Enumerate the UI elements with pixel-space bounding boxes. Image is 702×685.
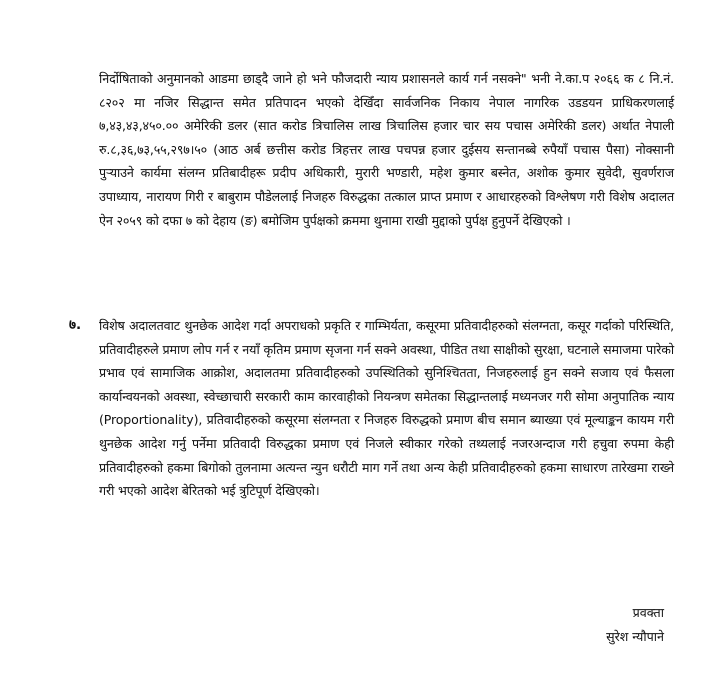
item-number: ७. <box>69 317 82 333</box>
paragraph-continuation: निर्दोषिताको अनुमानको आडमा छाड्दै जाने हो भने फौजदारी न्याय प्रशासनले कार्य गर्न नसक्ने" भनी ने.का.प २०६६ क ८ नि.नं. ८२०२ मा नजिर सिद्धान्त समेत प्रतिपादन भएको देखिँदा सार्वजनिक निकाय नेपाल नागरिक उडडयन प्राधिकरणलाई ७,४३,४३,४५०.०० अमेरिकी डलर (सात करोड त्रिचालिस लाख त्रिचालिस हजार चार सय पचास अमेरिकी डलर) अर्थात नेपाली रु.८,३६,७३,५५,२९७।५० (आठ अर्ब छत्तीस करोड त्रिहत्तर लाख पचपन्न हजार दुईसय सन्तानब्बे रुपैयाँ पचास पैसा) नोक्सानी पुऱ्याउने कार्यमा संलग्न प्रतिबादीहरू प्रदीप अधिकारी, मुरारी भण्डारी, महेश कुमार बस्नेत, अशोक कुमार सुवेदी, सुवर्णराज उपाध्याय, नारायण गिरी र बाबुराम पौडेललाई निजहरु विरुद्धका तत्काल प्राप्त प्रमाण र आधारहरुको विश्लेषण गरी विशेष अदालत ऐन २०५९ को दफा ७ को देहाय (ङ) बमोजिम पुर्पक्षको क्रममा थुनामा राखी मुद्दाको पुर्पक्ष हुनुपर्ने देखिएको । <box>99 71 674 228</box>
signature-name: सुरेश न्यौपाने <box>606 628 664 644</box>
signature-title: प्रवक्ता <box>632 605 664 620</box>
signature-block <box>606 601 664 648</box>
paragraph-item-7: विशेष अदालतवाट थुनछेक आदेश गर्दा अपराधको प्रकृति र गाम्भिर्यता, कसूरमा प्रतिवादीहरुको संलग्नता, कसूर गर्दाको परिस्थिति, प्रतिवादीहरुले प्रमाण लोप गर्न र नयाँ कृतिम प्रमाण सृजना गर्न सक्ने अवस्था, पीडित तथा साक्षीको सुरक्षा, घटनाले समाजमा पारेको प्रभाव एवं सामाजिक आक्रोश, अदालतमा प्रतिवादीहरुको उपस्थितिको सुनिश्चितता, निजहरुलाई हुन सक्ने सजाय एवं फैसला कार्यान्वयनको अवस्था, स्वेच्छाचारी सरकारी काम कारवाहीको नियन्त्रण समेतका सिद्धान्तलाई मध्यनजर गरी सोमा अनुपातिक न्याय (Proportionality), प्रतिवादीहरुको कसूरमा संलग्नता र निजहरु विरुद्धको प्रमाण बीच समान ब्याख्या एवं मूल्याङ्कन कायम गरी थुनछेक आदेश गर्नु पर्नेमा प्रतिवादी विरुद्धका प्रमाण एवं निजले स्वीकार गरेको तथ्यलाई नजरअन्दाज गरी हचुवा रुपमा केही प्रतिवादीहरुको हकमा बिगोको तुलनामा अत्यन्त न्युन धरौटी माग गर्ने तथा अन्य केही प्रतिवादीहरुको हकमा साधारण तारेखमा राख्ने गरी भएको आदेश बेरितको भई त्रुटिपूर्ण देखिएको। <box>99 318 674 499</box>
